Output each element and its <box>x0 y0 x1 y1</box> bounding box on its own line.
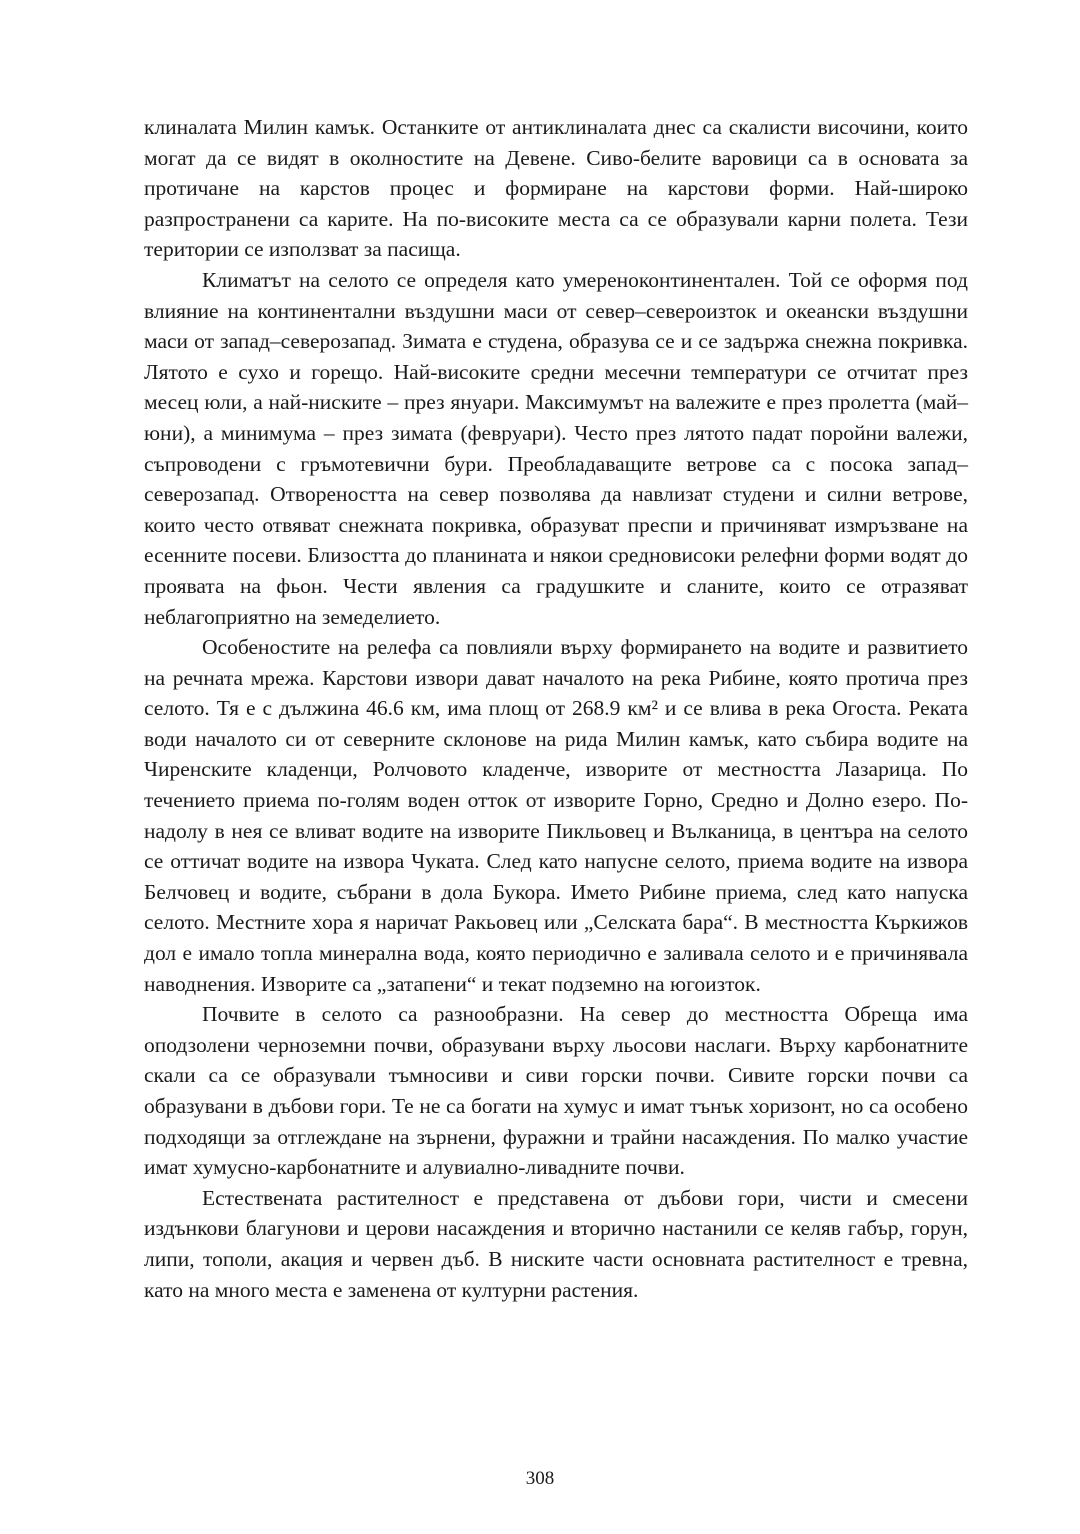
page-number: 308 <box>525 1468 555 1489</box>
body-text <box>144 112 968 1305</box>
paragraph-waters: Особеностите на релефа са повлияли върху формирането на водите и развитието на речната мрежа. Карстови извори дават началото на река Рибине, която протича през селото. Тя е с дължина 46.6 км, има площ от 268.9 км² и се влива в река Огоста. Реката води началото си от северните склонове на рида Милин камък, като събира водите на Чиренските кладенци, Ролчовото кладенче, изворите от местността Лазарица. По течението приема по-голям воден отток от изворите Горно, Средно и Долно езеро. По-надолу в нея се вливат водите на изворите Пикльовец и Вълканица, в центъра на селото се оттичат водите на извора Чуката. След като напусне селото, приема водите на извора Белчовец и водите, събрани в дола Букора. Името Рибине приема, след като напуска селото. Местните хора я наричат Ракьовец или „Селската бара“. В местността Къркижов дол е имало топла минерална вода, която периодично е заливала селото и е причинявала наводнения. Изворите са „затапени“ и текат подземно на югоизток. <box>144 635 968 996</box>
paragraph-soils: Почвите в селото са разнообразни. На север до местността Обреща има оподзолени черноземни почви, образувани върху льосови наслаги. Върху карбонатните скали са се образували тъмносиви и сиви горски почви. Сивите горски почви са образувани в дъбови гори. Те не са богати на хумус и имат тънък хоризонт, но са особено подходящи за отглеждане на зърнени, фуражни и трайни насаждения. По малко участие имат хумусно-карбонатните и алувиално-ливадните почви. <box>144 1002 968 1180</box>
paragraph-climate: Климатът на селото се определя като умереноконтинентален. Той се оформя под влияние на континентални въздушни маси от север–североизток и океански въздушни маси от запад–северозапад. Зимата е студена, образува се и се задържа снежна покривка. Лятото е сухо и горещо. Най-високите средни месечни температури се отчитат през месец юли, а най-ниските – през януари. Максимумът на валежите е през пролетта (май–юни), а минимума – през зимата (февруари). Често през лятото падат поройни валежи, съпроводени с гръмотевични бури. Преобладаващите ветрове са с посока запад–северозапад. Отвореността на север позволява да навлизат студени и силни ветрове, които често отвяват снежната покривка, образуват преспи и причиняват измръзване на есенните посеви. Близостта до планината и някои средновисоки релефни форми водят до проявата на фьон. Чести явления са градушките и сланите, които се отразяват неблагоприятно на земеделието. <box>144 267 968 629</box>
paragraph-vegetation: Естествената растителност е представена от дъбови гори, чисти и смесени издънкови благунови и церови насаждения и вторично настанили се келяв габър, горун, липи, тополи, акация и червен дъб. В ниските части основната растителност е тревна, като на много места е заменена от културни растения. <box>144 1185 968 1302</box>
paragraph-karst-relief: клиналата Милин камък. Останките от антиклиналата днес са скалисти височини, които могат да се видят в околностите на Девене. Сиво-белите варовици са в основата за протичане на карстов процес и формиране на карстови форми. Най-широко разпространени са карите. На по-високите места са се образували карни полета. Тези територии се използват за пасища. <box>144 115 968 262</box>
